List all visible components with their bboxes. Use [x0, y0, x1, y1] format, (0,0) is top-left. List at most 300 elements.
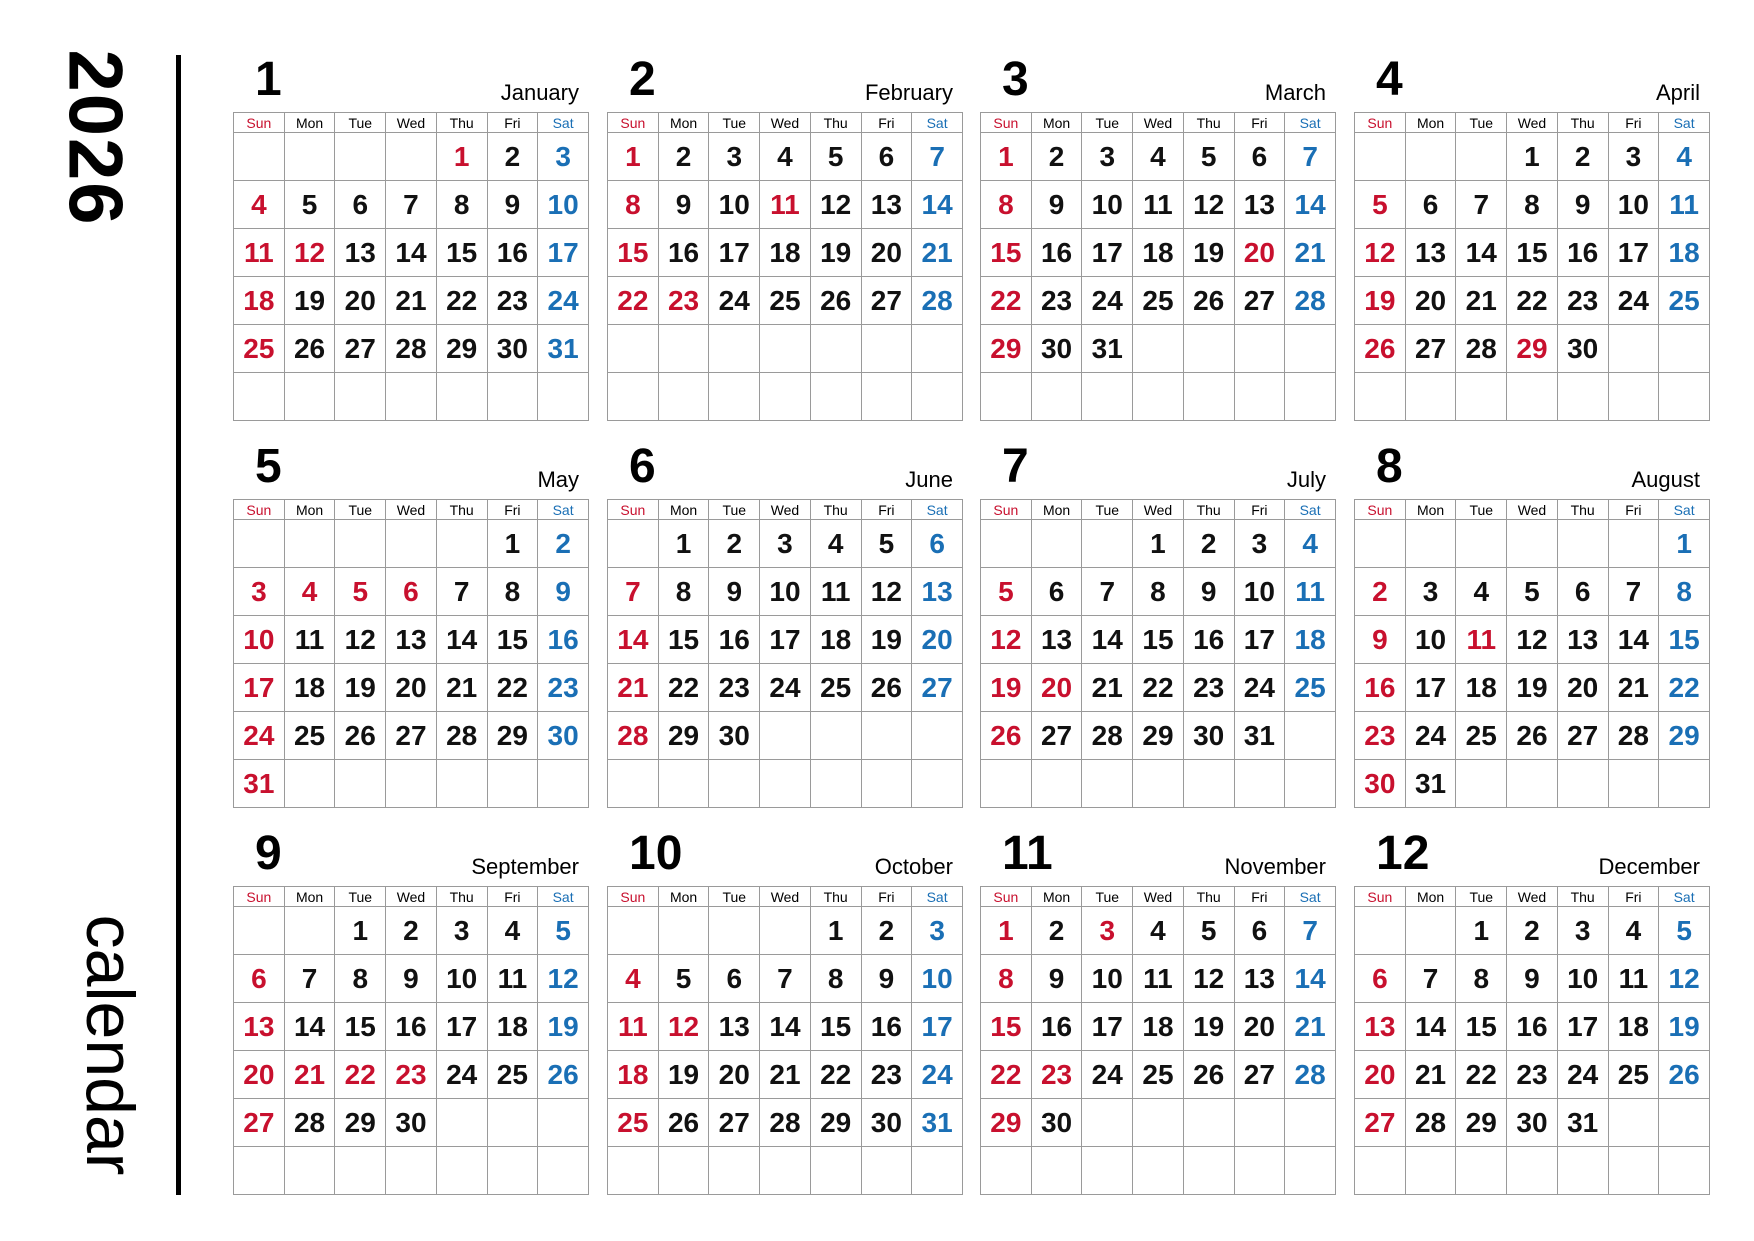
weekday-header: Fri — [861, 500, 912, 520]
month-grid — [233, 499, 589, 808]
day-cell: 9 — [487, 181, 538, 229]
day-cell — [1285, 712, 1336, 760]
day-cell: 5 — [1659, 907, 1710, 955]
day-cell: 13 — [1234, 955, 1285, 1003]
day-cell: 6 — [335, 181, 386, 229]
day-cell — [1405, 133, 1456, 181]
day-cell: 20 — [1355, 1051, 1406, 1099]
day-cell: 5 — [1183, 133, 1234, 181]
day-cell — [1456, 520, 1507, 568]
day-cell: 4 — [234, 181, 285, 229]
day-cell — [1405, 520, 1456, 568]
day-cell: 22 — [335, 1051, 386, 1099]
day-cell: 19 — [284, 277, 335, 325]
day-cell: 1 — [1133, 520, 1184, 568]
day-cell — [1456, 760, 1507, 808]
weekday-header: Tue — [335, 887, 386, 907]
day-cell — [436, 520, 487, 568]
day-cell — [1082, 1147, 1133, 1195]
day-cell: 11 — [608, 1003, 659, 1051]
day-cell — [386, 520, 437, 568]
weekday-header: Tue — [709, 113, 760, 133]
weekday-header: Thu — [436, 887, 487, 907]
day-cell: 26 — [658, 1099, 709, 1147]
day-cell: 20 — [709, 1051, 760, 1099]
day-cell — [1133, 325, 1184, 373]
month-september — [233, 827, 589, 1172]
day-cell: 1 — [1456, 907, 1507, 955]
weekday-header: Sat — [912, 500, 963, 520]
month-grid — [607, 886, 963, 1195]
day-cell: 10 — [436, 955, 487, 1003]
day-cell: 8 — [1133, 568, 1184, 616]
day-cell: 14 — [1285, 181, 1336, 229]
day-cell — [1082, 760, 1133, 808]
day-cell: 17 — [760, 616, 811, 664]
weekday-header: Wed — [386, 887, 437, 907]
day-cell — [861, 325, 912, 373]
day-cell: 2 — [386, 907, 437, 955]
month-november — [980, 827, 1336, 1172]
day-cell: 14 — [1405, 1003, 1456, 1051]
month-number: 2 — [629, 53, 656, 106]
day-cell: 10 — [1608, 181, 1659, 229]
day-cell: 7 — [760, 955, 811, 1003]
weekday-header: Fri — [487, 887, 538, 907]
day-cell: 17 — [1405, 664, 1456, 712]
day-cell: 1 — [981, 133, 1032, 181]
day-cell: 23 — [538, 664, 589, 712]
day-cell — [538, 760, 589, 808]
day-cell: 21 — [912, 229, 963, 277]
vertical-divider — [176, 55, 181, 1195]
day-cell: 30 — [709, 712, 760, 760]
day-cell: 28 — [1082, 712, 1133, 760]
day-cell: 21 — [1285, 229, 1336, 277]
day-cell: 29 — [981, 325, 1032, 373]
day-cell: 11 — [810, 568, 861, 616]
day-cell: 4 — [1608, 907, 1659, 955]
day-cell: 22 — [981, 277, 1032, 325]
weekday-header: Sun — [234, 113, 285, 133]
day-cell — [487, 1147, 538, 1195]
month-name: August — [1631, 467, 1700, 492]
day-cell — [760, 760, 811, 808]
day-cell: 10 — [709, 181, 760, 229]
day-cell — [1405, 1147, 1456, 1195]
day-cell — [861, 1147, 912, 1195]
day-cell — [1234, 325, 1285, 373]
day-cell: 17 — [912, 1003, 963, 1051]
month-name: June — [905, 467, 953, 492]
day-cell — [335, 760, 386, 808]
day-cell — [1507, 1147, 1558, 1195]
month-number: 10 — [629, 827, 683, 880]
day-cell: 2 — [861, 907, 912, 955]
weekday-header: Sat — [912, 887, 963, 907]
day-cell: 31 — [1082, 325, 1133, 373]
weekday-header: Sun — [1355, 887, 1406, 907]
day-cell: 9 — [658, 181, 709, 229]
month-grid — [980, 499, 1336, 808]
day-cell — [912, 760, 963, 808]
day-cell: 27 — [386, 712, 437, 760]
day-cell: 8 — [658, 568, 709, 616]
day-cell: 23 — [658, 277, 709, 325]
day-cell: 31 — [234, 760, 285, 808]
day-cell: 27 — [1405, 325, 1456, 373]
day-cell: 5 — [335, 568, 386, 616]
day-cell: 11 — [1608, 955, 1659, 1003]
day-cell: 3 — [1082, 133, 1133, 181]
day-cell: 2 — [1031, 133, 1082, 181]
day-cell: 15 — [1507, 229, 1558, 277]
day-cell: 4 — [810, 520, 861, 568]
day-cell — [1285, 1099, 1336, 1147]
day-cell — [487, 373, 538, 421]
day-cell — [436, 373, 487, 421]
weekday-header: Wed — [1133, 887, 1184, 907]
day-cell: 5 — [810, 133, 861, 181]
day-cell — [234, 1147, 285, 1195]
day-cell — [335, 520, 386, 568]
day-cell: 19 — [1507, 664, 1558, 712]
day-cell — [386, 373, 437, 421]
day-cell: 26 — [810, 277, 861, 325]
weekday-header: Sat — [1285, 500, 1336, 520]
day-cell: 7 — [1456, 181, 1507, 229]
weekday-header: Wed — [1133, 113, 1184, 133]
weekday-header: Mon — [1031, 113, 1082, 133]
day-cell: 7 — [386, 181, 437, 229]
day-cell — [1183, 325, 1234, 373]
day-cell: 27 — [709, 1099, 760, 1147]
day-cell: 29 — [658, 712, 709, 760]
day-cell — [1285, 760, 1336, 808]
day-cell — [538, 373, 589, 421]
day-cell: 30 — [487, 325, 538, 373]
day-cell: 22 — [1507, 277, 1558, 325]
day-cell: 30 — [386, 1099, 437, 1147]
day-cell — [810, 325, 861, 373]
day-cell — [1507, 760, 1558, 808]
day-cell: 28 — [760, 1099, 811, 1147]
day-cell: 7 — [912, 133, 963, 181]
day-cell: 21 — [1405, 1051, 1456, 1099]
day-cell — [335, 133, 386, 181]
weekday-header: Mon — [658, 113, 709, 133]
day-cell: 6 — [1557, 568, 1608, 616]
day-cell: 29 — [810, 1099, 861, 1147]
day-cell — [810, 760, 861, 808]
month-august — [1354, 440, 1710, 799]
day-cell — [608, 1147, 659, 1195]
day-cell: 18 — [1133, 229, 1184, 277]
day-cell: 12 — [284, 229, 335, 277]
day-cell: 24 — [709, 277, 760, 325]
day-cell: 13 — [1234, 181, 1285, 229]
month-january — [233, 53, 589, 398]
day-cell — [981, 1147, 1032, 1195]
weekday-header: Thu — [1557, 887, 1608, 907]
day-cell: 25 — [1456, 712, 1507, 760]
day-cell: 13 — [1557, 616, 1608, 664]
day-cell — [234, 373, 285, 421]
weekday-header: Wed — [1507, 887, 1558, 907]
day-cell — [760, 1147, 811, 1195]
day-cell — [1659, 1099, 1710, 1147]
day-cell: 23 — [1355, 712, 1406, 760]
month-name: May — [537, 467, 579, 492]
weekday-header: Thu — [810, 113, 861, 133]
day-cell: 21 — [436, 664, 487, 712]
weekday-header: Sun — [608, 887, 659, 907]
day-cell — [1285, 373, 1336, 421]
month-grid — [980, 112, 1336, 421]
day-cell: 29 — [436, 325, 487, 373]
weekday-header: Fri — [1234, 887, 1285, 907]
day-cell — [1234, 760, 1285, 808]
day-cell — [1456, 373, 1507, 421]
day-cell: 8 — [981, 955, 1032, 1003]
day-cell: 16 — [709, 616, 760, 664]
day-cell: 2 — [1355, 568, 1406, 616]
month-number: 5 — [255, 440, 282, 493]
day-cell — [608, 760, 659, 808]
day-cell: 26 — [861, 664, 912, 712]
weekday-header: Thu — [436, 500, 487, 520]
day-cell: 8 — [335, 955, 386, 1003]
weekday-header: Sat — [1285, 113, 1336, 133]
day-cell: 21 — [608, 664, 659, 712]
day-cell: 16 — [1557, 229, 1608, 277]
day-cell: 12 — [861, 568, 912, 616]
day-cell — [1082, 520, 1133, 568]
year-title: 2026 — [52, 49, 138, 227]
day-cell: 22 — [810, 1051, 861, 1099]
day-cell: 15 — [658, 616, 709, 664]
day-cell: 5 — [538, 907, 589, 955]
day-cell — [1082, 373, 1133, 421]
month-name: April — [1655, 80, 1700, 105]
day-cell: 4 — [284, 568, 335, 616]
day-cell: 20 — [861, 229, 912, 277]
day-cell: 26 — [1183, 1051, 1234, 1099]
month-may — [233, 440, 589, 799]
weekday-header: Sat — [538, 113, 589, 133]
day-cell — [1608, 760, 1659, 808]
weekday-header: Thu — [1557, 113, 1608, 133]
day-cell — [760, 907, 811, 955]
day-cell: 19 — [1659, 1003, 1710, 1051]
day-cell: 19 — [981, 664, 1032, 712]
day-cell: 27 — [1234, 277, 1285, 325]
day-cell — [335, 1147, 386, 1195]
month-name: March — [1264, 80, 1326, 105]
day-cell — [1183, 760, 1234, 808]
day-cell: 23 — [1183, 664, 1234, 712]
weekday-header: Sat — [1659, 113, 1710, 133]
day-cell — [1355, 373, 1406, 421]
day-cell — [658, 907, 709, 955]
day-cell — [1355, 520, 1406, 568]
day-cell: 6 — [709, 955, 760, 1003]
weekday-header: Wed — [760, 887, 811, 907]
day-cell — [1557, 520, 1608, 568]
day-cell: 8 — [436, 181, 487, 229]
day-cell: 18 — [1659, 229, 1710, 277]
day-cell: 25 — [760, 277, 811, 325]
weekday-header: Tue — [335, 113, 386, 133]
day-cell: 28 — [1456, 325, 1507, 373]
day-cell: 12 — [810, 181, 861, 229]
day-cell: 29 — [1659, 712, 1710, 760]
weekday-header: Sun — [981, 887, 1032, 907]
month-name: February — [864, 80, 953, 105]
weekday-header: Tue — [1082, 500, 1133, 520]
day-cell: 10 — [760, 568, 811, 616]
day-cell: 26 — [284, 325, 335, 373]
weekday-header: Thu — [1183, 113, 1234, 133]
day-cell — [658, 325, 709, 373]
day-cell — [1405, 373, 1456, 421]
day-cell: 3 — [538, 133, 589, 181]
day-cell: 17 — [709, 229, 760, 277]
day-cell: 13 — [335, 229, 386, 277]
day-cell: 23 — [709, 664, 760, 712]
day-cell: 30 — [1557, 325, 1608, 373]
day-cell — [284, 760, 335, 808]
day-cell: 18 — [284, 664, 335, 712]
month-july — [980, 440, 1336, 785]
day-cell — [981, 373, 1032, 421]
day-cell: 20 — [335, 277, 386, 325]
day-cell: 9 — [1031, 181, 1082, 229]
day-cell: 3 — [1557, 907, 1608, 955]
day-cell: 8 — [608, 181, 659, 229]
day-cell: 25 — [1133, 1051, 1184, 1099]
day-cell: 24 — [1234, 664, 1285, 712]
day-cell: 30 — [861, 1099, 912, 1147]
day-cell: 5 — [1507, 568, 1558, 616]
day-cell: 1 — [981, 907, 1032, 955]
day-cell: 7 — [1285, 133, 1336, 181]
day-cell: 3 — [1608, 133, 1659, 181]
day-cell: 17 — [1082, 229, 1133, 277]
month-number: 4 — [1376, 53, 1403, 106]
weekday-header: Mon — [284, 113, 335, 133]
day-cell — [1234, 373, 1285, 421]
day-cell: 20 — [1031, 664, 1082, 712]
day-cell: 13 — [912, 568, 963, 616]
weekday-header: Tue — [1082, 887, 1133, 907]
day-cell: 9 — [1183, 568, 1234, 616]
weekday-header: Wed — [1507, 113, 1558, 133]
day-cell: 13 — [861, 181, 912, 229]
day-cell: 18 — [1285, 616, 1336, 664]
day-cell: 18 — [487, 1003, 538, 1051]
weekday-header: Fri — [1234, 500, 1285, 520]
day-cell: 22 — [981, 1051, 1032, 1099]
day-cell: 1 — [335, 907, 386, 955]
day-cell: 18 — [234, 277, 285, 325]
day-cell — [810, 1147, 861, 1195]
calendar-label: calendar — [72, 914, 148, 1176]
day-cell: 6 — [1405, 181, 1456, 229]
day-cell: 15 — [1659, 616, 1710, 664]
day-cell: 13 — [1355, 1003, 1406, 1051]
day-cell: 20 — [386, 664, 437, 712]
day-cell — [1659, 373, 1710, 421]
day-cell: 4 — [1456, 568, 1507, 616]
day-cell: 11 — [234, 229, 285, 277]
day-cell: 20 — [1234, 229, 1285, 277]
day-cell: 19 — [658, 1051, 709, 1099]
month-grid — [1354, 886, 1710, 1195]
day-cell: 23 — [861, 1051, 912, 1099]
day-cell: 17 — [234, 664, 285, 712]
day-cell: 29 — [487, 712, 538, 760]
day-cell — [658, 760, 709, 808]
day-cell: 13 — [234, 1003, 285, 1051]
day-cell: 14 — [284, 1003, 335, 1051]
day-cell — [709, 373, 760, 421]
day-cell: 24 — [436, 1051, 487, 1099]
day-cell: 13 — [386, 616, 437, 664]
day-cell — [436, 1147, 487, 1195]
day-cell — [861, 712, 912, 760]
month-number: 6 — [629, 440, 656, 493]
day-cell: 16 — [1355, 664, 1406, 712]
weekday-header: Tue — [1456, 113, 1507, 133]
day-cell — [284, 373, 335, 421]
day-cell: 19 — [1355, 277, 1406, 325]
day-cell: 5 — [861, 520, 912, 568]
day-cell: 7 — [608, 568, 659, 616]
weekday-header: Fri — [487, 113, 538, 133]
day-cell — [1405, 907, 1456, 955]
month-number: 1 — [255, 53, 282, 106]
day-cell: 3 — [760, 520, 811, 568]
weekday-header: Mon — [658, 887, 709, 907]
day-cell — [386, 133, 437, 181]
day-cell: 15 — [981, 229, 1032, 277]
month-grid — [980, 886, 1336, 1195]
day-cell: 8 — [981, 181, 1032, 229]
day-cell — [1355, 133, 1406, 181]
day-cell — [658, 1147, 709, 1195]
day-cell: 15 — [608, 229, 659, 277]
day-cell — [1608, 373, 1659, 421]
day-cell: 1 — [658, 520, 709, 568]
day-cell: 11 — [1133, 181, 1184, 229]
day-cell — [608, 325, 659, 373]
day-cell: 12 — [1507, 616, 1558, 664]
day-cell: 18 — [810, 616, 861, 664]
day-cell — [912, 325, 963, 373]
day-cell — [538, 1099, 589, 1147]
day-cell: 1 — [1507, 133, 1558, 181]
day-cell: 25 — [810, 664, 861, 712]
day-cell: 28 — [1405, 1099, 1456, 1147]
day-cell: 30 — [1031, 1099, 1082, 1147]
day-cell: 14 — [386, 229, 437, 277]
day-cell: 16 — [487, 229, 538, 277]
day-cell: 25 — [234, 325, 285, 373]
weekday-header: Sun — [234, 887, 285, 907]
day-cell: 17 — [1557, 1003, 1608, 1051]
day-cell — [981, 760, 1032, 808]
